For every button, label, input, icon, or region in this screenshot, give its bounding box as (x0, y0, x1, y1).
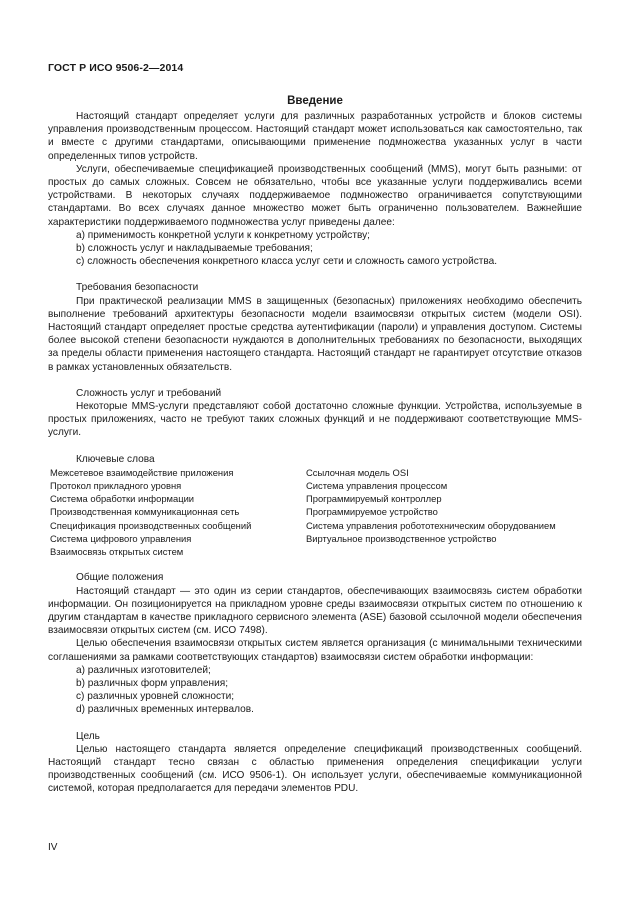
keyword-item: Взаимосвязь открытых систем (50, 546, 184, 558)
keyword-item: Система управления процессом (306, 480, 448, 492)
goal-paragraph: Целью настоящего стандарта является определение спецификаций производственных сообщений. Настоящий стандарт тесно связан с областью применения определения спецификации услуги производственных сообщений (см. ИСО 9506-1). Он использует услуги, обеспечиваемые коммуникационной системой, которая предполагается для передачи элементов PDU. (48, 743, 582, 795)
intro-list-item: a) применимость конкретной услуги к конкретному устройству; (76, 229, 370, 241)
keywords-heading: Ключевые слова (76, 453, 155, 465)
keyword-item: Система обработки информации (50, 493, 195, 505)
general-list-item: a) различных изготовителей; (76, 664, 211, 676)
keyword-item: Система управления робототехническим оборудованием (306, 519, 556, 531)
general-heading: Общие положения (76, 572, 164, 584)
intro-list-item: c) сложность обеспечения конкретного класса услуг сети и сложность самого устройства. (76, 256, 498, 268)
keyword-item: Спецификация производственных сообщений (50, 519, 252, 531)
intro-paragraph-1: Настоящий стандарт определяет услуги для различных разработанных устройств и блоков системы управления производственным процессом. Настоящий стандарт может использоваться как самостоятельно, так и вместе с другими стандартами, описывающими применение подмножества указанных услуг в части определенных типов устройств. (48, 111, 582, 162)
keyword-item (306, 545, 584, 558)
keyword-item: Программируемый контроллер (306, 493, 442, 505)
keyword-item: Протокол прикладного уровня (50, 480, 182, 492)
keyword-item: Межсетевое взаимодействие приложения (50, 466, 234, 478)
keyword-item: Ссылочная модель OSI (306, 466, 409, 478)
keyword-item: Виртуальное производственное устройство (306, 532, 497, 544)
goal-heading: Цель (76, 730, 100, 742)
security-heading: Требования безопасности (76, 282, 199, 294)
section-title: Введение (287, 95, 343, 107)
general-list-item: d) различных временных интервалов. (76, 704, 254, 716)
intro-paragraph-2: Услуги, обеспечиваемые спецификацией производственных сообщений (MMS), могут быть разными: от простых до самых сложных. Совсем не обязательно, чтобы все указанные услуги поддерживались всеми устройствами. В некоторых случаях поддерживаемое подмножество ограничивается сопутствующими стандартами. Во всех случаях данное множество может быть ограниченно пользователем. Важнейшие характеристики поддерживаемого подмножества услуг приведены далее: (48, 163, 582, 228)
document-header: ГОСТ Р ИСО 9506-2—2014 (48, 62, 184, 74)
general-paragraph-1: Настоящий стандарт — это один из серии стандартов, обеспечивающих взаимосвязь систем обработки информации. Он позиционируется на прикладном уровне среды взаимосвязи открытых систем по отношению к другим стандартам в качестве прикладного сервисного элемента (ASE) базовой ссылочной модели обеспечения взаимосвязи открытых систем (см. ИСО 7498). (48, 585, 582, 637)
security-paragraph: При практической реализации MMS в защищенных (безопасных) приложениях необходимо обеспечить выполнение требований архитектуры безопасности модели взаимосвязи открытых систем (модели OSI). Настоящий стандарт определяет простые средства аутентификации (пароли) и управления доступом. Системы более высокой степени безопасности нуждаются в дополнительных требованиях по безопасности, выходящих за пределы области применения настоящего стандарта. Настоящий стандарт не гарантирует отсутствие отказов в рамках установленных обязательств. (48, 295, 582, 373)
keyword-item: Система цифрового управления (50, 532, 192, 544)
general-list-item: c) различных уровней сложности; (76, 691, 235, 703)
keywords-table (50, 466, 582, 558)
complexity-heading: Сложность услуг и требований (76, 387, 222, 399)
page-number: IV (48, 842, 58, 853)
intro-list-item: b) сложность услуг и накладываемые требования; (76, 243, 313, 255)
general-paragraph-2: Целью обеспечения взаимосвязи открытых систем является организация (с минимальными техническими соглашениями за рамками соответствующих стандартов) взаимосвязи систем обработки информации: (48, 638, 582, 663)
general-list-item: b) различных форм управления; (76, 677, 229, 689)
keyword-item: Программируемое устройство (306, 506, 438, 518)
keyword-item: Производственная коммуникационная сеть (50, 506, 240, 518)
complexity-paragraph: Некоторые MMS-услуги представляют собой достаточно сложные функции. Устройства, используемые в простых приложениях, часто не требуют таких сложных функций и не поддерживают соответствующие MMS-услуги. (48, 401, 582, 439)
document-body (48, 110, 582, 796)
